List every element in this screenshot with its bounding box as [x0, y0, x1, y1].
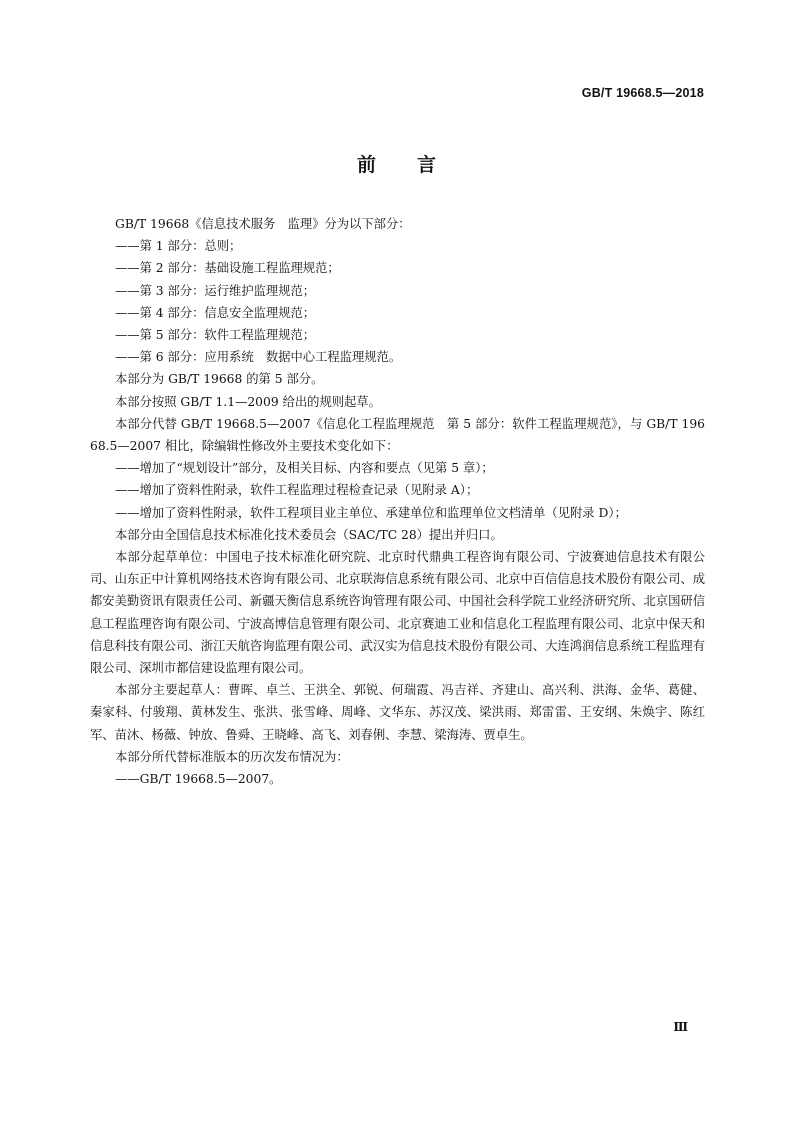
page-title-char-2: 言 — [417, 154, 438, 176]
paragraph-proposed-by: 本部分由全国信息技术标准化技术委员会（SAC/TC 28）提出并归口。 — [115, 527, 503, 542]
paragraph-drafting-rules: 本部分按照 GB/T 1.1—2009 给出的规则起草。 — [115, 394, 381, 409]
list-item-part-3: ——第 3 部分：运行维护监理规范； — [115, 283, 316, 298]
list-item-change-1: ——增加了“规划设计”部分，及相关目标、内容和要点（见第 5 章）； — [115, 461, 494, 476]
standard-code: GB/T 19668.5—2018 — [581, 86, 704, 100]
list-item-change-3: ——增加了资料性附录，软件工程项目业主单位、承建单位和监理单位文档清单（见附录 D）； — [115, 505, 627, 520]
paragraph-replaces: 本部分代替 GB/T 19668.5—2007《信息化工程监理规范 第 5 部分：软件工程监理规范》，与 GB/T 19668.5—2007 相比，除编辑性修改外主要技术变化如下： — [90, 416, 705, 454]
page-title — [0, 150, 794, 177]
list-item-part-1: ——第 1 部分：总则； — [115, 239, 242, 254]
list-item-part-2: ——第 2 部分：基础设施工程监理规范； — [115, 261, 340, 276]
paragraph-parts-intro: GB/T 19668《信息技术服务 监理》分为以下部分： — [115, 217, 411, 231]
paragraph-drafters: 本部分主要起草人：曹晖、卓兰、王洪全、郭锐、何瑞霞、冯吉祥、齐建山、高兴利、洪海、金华、葛健、秦家科、付骏翔、黄林发生、张洪、张雪峰、周峰、文华东、苏汉茂、梁洪雨、郑雷雷、王安纲、朱焕宇、陈红军、苗沐、杨薇、钟放、鲁舜、王晓峰、高飞、刘春俐、李慧、梁海涛、贾卓生。 — [90, 683, 705, 742]
paragraph-history-intro: 本部分所代替标准版本的历次发布情况为： — [115, 749, 349, 764]
paragraph-this-part: 本部分为 GB/T 19668 的第 5 部分。 — [115, 372, 324, 387]
list-item-change-2: ——增加了资料性附录，软件工程监理过程检查记录（见附录 A）； — [115, 483, 479, 498]
paragraph-drafting-units: 本部分起草单位：中国电子技术标准化研究院、北京时代鼎典工程咨询有限公司、宁波赛迪信息技术有限公司、山东正中计算机网络技术咨询有限公司、北京联海信息系统有限公司、北京中百信信息技术股份有限公司、成都安美勤资讯有限责任公司、新疆天衡信息系统咨询管理有限公司、中国社会科学院工业经济研究所、北京国研信息工程监理咨询有限公司、宁波高博信息管理有限公司、北京赛迪工业和信息化工程监理有限公司、北京中保天和信息科技有限公司、浙江天航咨询监理有限公司、武汉实为信息技术股份有限公司、大连鸿润信息系统工程监理有限公司、深圳市都信建设监理有限公司。 — [90, 550, 705, 676]
page-title-char-1: 前 — [356, 154, 377, 176]
list-item-part-4: ——第 4 部分：信息安全监理规范； — [115, 305, 316, 320]
list-item-part-5: ——第 5 部分：软件工程监理规范； — [115, 328, 316, 343]
list-item-part-6: ——第 6 部分：应用系统 数据中心工程监理规范。 — [115, 350, 402, 365]
foreword-body — [90, 213, 705, 790]
page-number: Ⅲ — [673, 1020, 688, 1034]
list-item-history-1: ——GB/T 19668.5—2007。 — [115, 772, 282, 787]
